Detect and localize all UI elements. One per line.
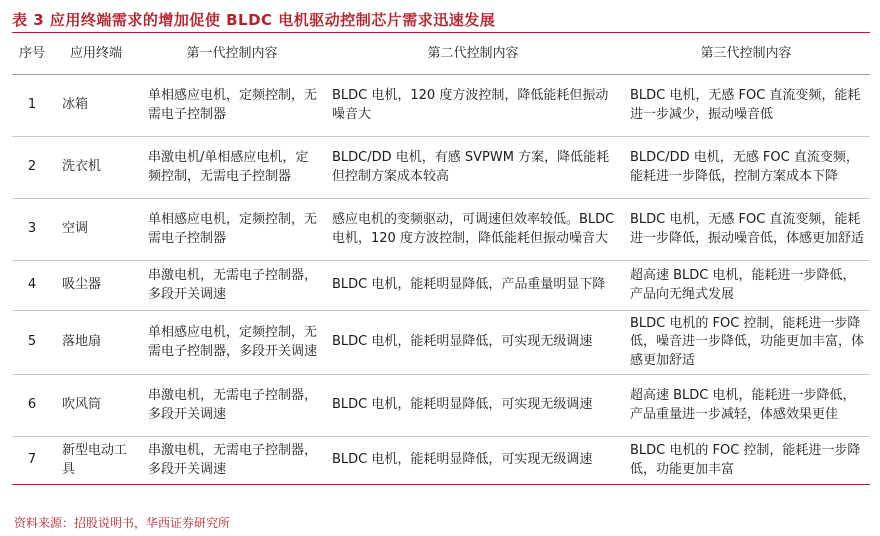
header-no: 序号: [12, 34, 52, 75]
gen3-cell: BLDC 电机的 FOC 控制，能耗进一步降低，噪音进一步降低，功能更加丰富，体感更加舒适: [622, 311, 870, 375]
gen1-cell: 单相感应电机，定频控制，无需电子控制器: [140, 75, 324, 137]
gen2-cell: BLDC 电机，能耗明显降低，可实现无级调速: [324, 375, 622, 437]
table-row: [12, 199, 870, 261]
table-row: [12, 137, 870, 199]
table-title: 表 3 应用终端需求的增加促使 BLDC 电机驱动控制芯片需求迅速发展: [12, 11, 496, 29]
gen3-cell: BLDC 电机的 FOC 控制，能耗进一步降低，功能更加丰富: [622, 437, 870, 485]
row-number: 4: [12, 261, 52, 311]
row-number: 3: [12, 199, 52, 261]
header-gen1: 第一代控制内容: [140, 34, 324, 75]
header-terminal: 应用终端: [52, 34, 140, 75]
gen3-cell: 超高速 BLDC 电机，能耗进一步降低，产品重量进一步减轻，体感效果更佳: [622, 375, 870, 437]
terminal-cell: 洗衣机: [52, 137, 140, 199]
row-number: 5: [12, 311, 52, 375]
header-gen3: 第三代控制内容: [622, 34, 870, 75]
gen2-cell: BLDC 电机，120 度方波控制，降低能耗但振动噪音大: [324, 75, 622, 137]
terminal-cell: 吹风筒: [52, 375, 140, 437]
gen1-cell: 单相感应电机，定频控制，无需电子控制器，多段开关调速: [140, 311, 324, 375]
row-number: 6: [12, 375, 52, 437]
terminal-cell: 空调: [52, 199, 140, 261]
row-number: 7: [12, 437, 52, 485]
source-note: 资料来源：招股说明书，华西证券研究所: [14, 516, 231, 530]
title-rule: [12, 32, 870, 33]
terminal-cell: 落地扇: [52, 311, 140, 375]
terminal-cell: 吸尘器: [52, 261, 140, 311]
header-gen2: 第二代控制内容: [324, 34, 622, 75]
gen1-cell: 串激电机，无需电子控制器，多段开关调速: [140, 375, 324, 437]
gen2-cell: BLDC 电机，能耗明显降低，可实现无级调速: [324, 311, 622, 375]
gen1-cell: 单相感应电机，定频控制，无需电子控制器: [140, 199, 324, 261]
gen2-cell: BLDC 电机，能耗明显降低，产品重量明显下降: [324, 261, 622, 311]
terminal-cell: 冰箱: [52, 75, 140, 137]
table-row: [12, 437, 870, 485]
gen3-cell: BLDC/DD 电机，无感 FOC 直流变频，能耗进一步降低，控制方案成本下降: [622, 137, 870, 199]
terminal-cell: 新型电动工具: [52, 437, 140, 485]
gen1-cell: 串激电机，无需电子控制器，多段开关调速: [140, 437, 324, 485]
table-row: [12, 75, 870, 137]
gen1-cell: 串激电机，无需电子控制器，多段开关调速: [140, 261, 324, 311]
table-row: [12, 375, 870, 437]
gen3-cell: BLDC 电机，无感 FOC 直流变频，能耗进一步降低，振动噪音低，体感更加舒适: [622, 199, 870, 261]
gen2-cell: BLDC 电机，能耗明显降低，可实现无级调速: [324, 437, 622, 485]
gen3-cell: BLDC 电机，无感 FOC 直流变频，能耗进一步减少，振动噪音低: [622, 75, 870, 137]
header-row: [12, 34, 870, 75]
row-number: 2: [12, 137, 52, 199]
gen2-cell: 感应电机的变频驱动，可调速但效率较低。BLDC 电机，120 度方波控制，降低能耗但振动噪音大: [324, 199, 622, 261]
comparison-table: [12, 34, 870, 485]
row-number: 1: [12, 75, 52, 137]
gen1-cell: 串激电机/单相感应电机，定频控制，无需电子控制器: [140, 137, 324, 199]
table-row: [12, 261, 870, 311]
gen3-cell: 超高速 BLDC 电机，能耗进一步降低，产品向无绳式发展: [622, 261, 870, 311]
table-row: [12, 311, 870, 375]
gen2-cell: BLDC/DD 电机，有感 SVPWM 方案，降低能耗但控制方案成本较高: [324, 137, 622, 199]
